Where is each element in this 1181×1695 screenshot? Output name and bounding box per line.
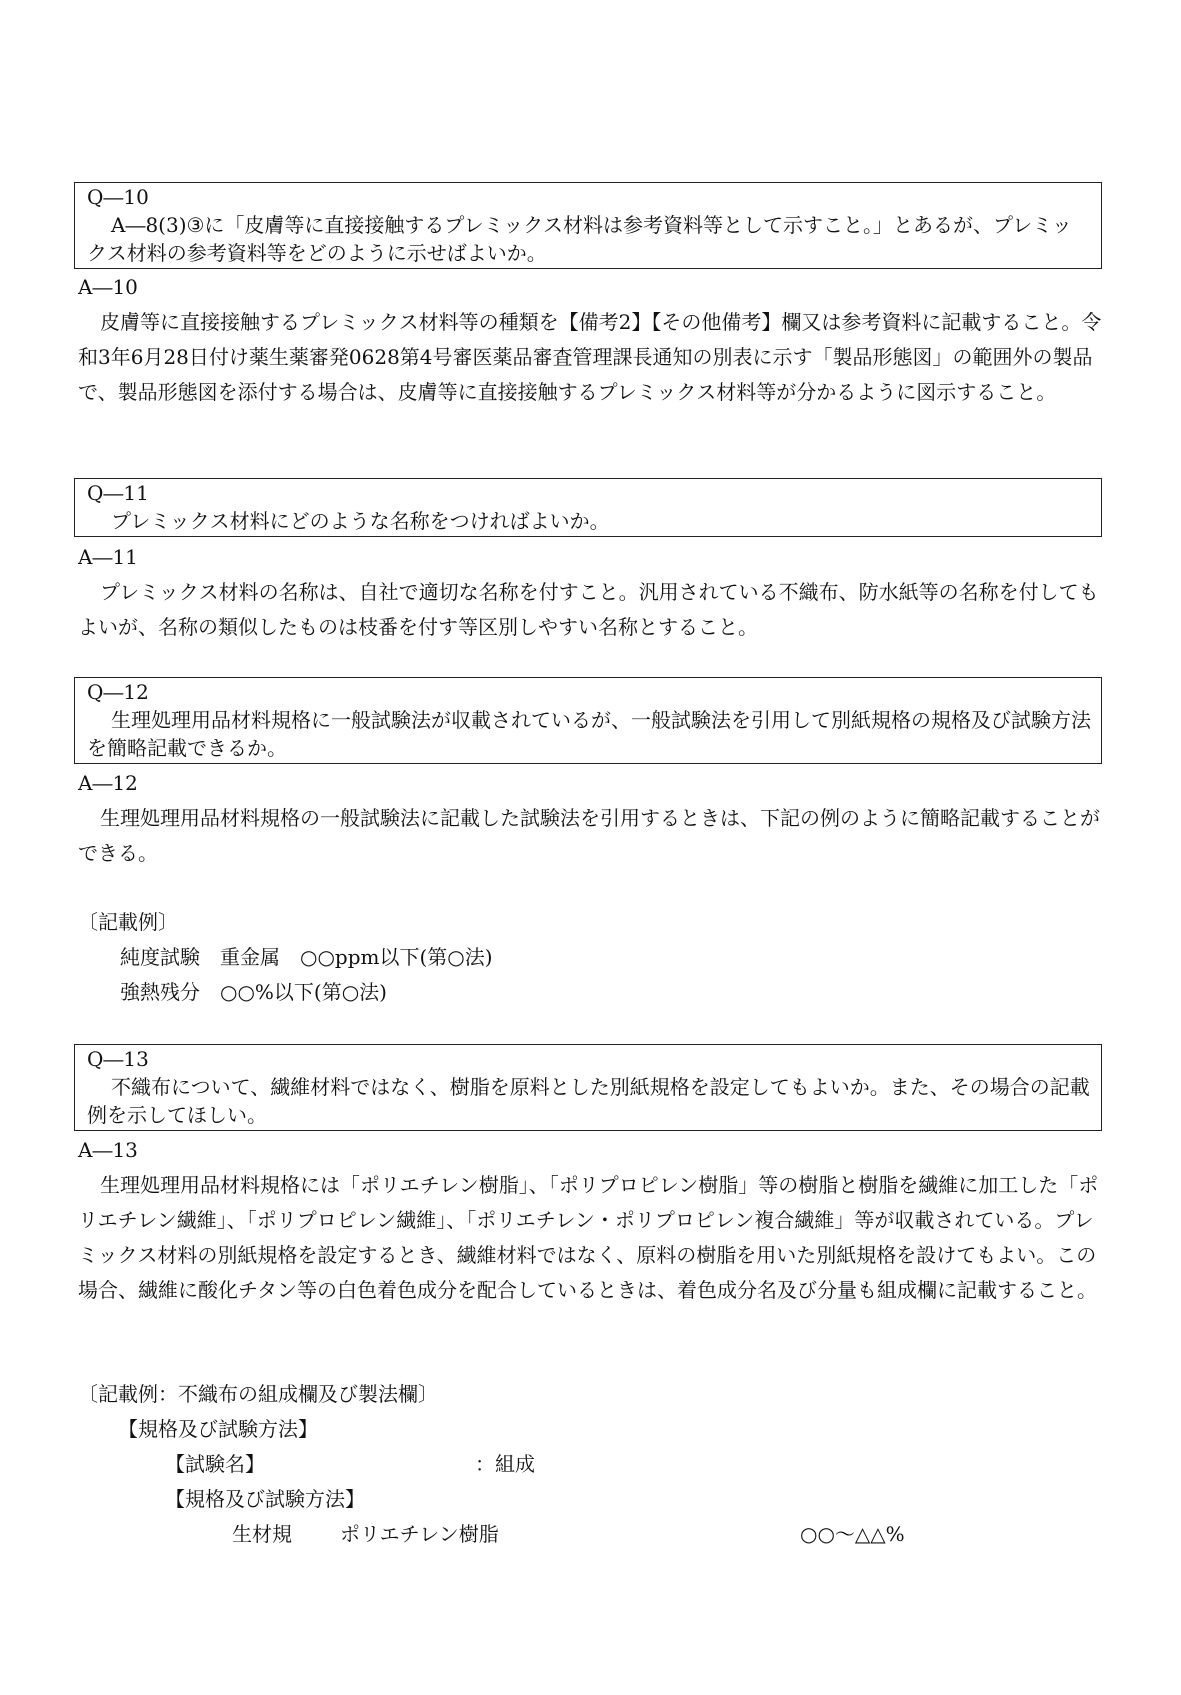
answer-label-12: A―12 [78, 771, 138, 795]
answer-text-12: 生理処理用品材料規格の一般試験法に記載した試験法を引用するときは、下記の例のように簡略記載することができる。 [78, 806, 1100, 865]
question-text: 不織布について、繊維材料ではなく、樹脂を原料とした別紙規格を設定してもよいか。また、その場合の記載例を示してほしい。 [87, 1075, 1090, 1127]
question-box-12 [74, 677, 1102, 764]
spec-row-material: ポリエチレン樹脂 [340, 1522, 499, 1546]
question-box-11 [74, 478, 1102, 537]
question-text: A―8(3)③に「皮膚等に直接接触するプレミックス材料は参考資料等として示すこと。」とあるが、プレミックス材料の参考資料等をどのように示せばよいか。 [87, 213, 1072, 265]
example-heading: 〔記載例：不織布の組成欄及び製法欄〕 [78, 1382, 438, 1406]
question-box-10 [74, 182, 1102, 269]
spec-row-amount: ○○～△△% [800, 1522, 905, 1546]
spec-row-code: 生材規 [232, 1522, 292, 1546]
spec-heading: 【規格及び試験方法】 [165, 1487, 365, 1511]
question-label: Q―11 [87, 481, 149, 505]
question-label: Q―12 [87, 680, 149, 704]
answer-text-13: 生理処理用品材料規格には「ポリエチレン樹脂」、「ポリプロピレン樹脂」等の樹脂と樹脂を繊維に加工した「ポリエチレン繊維」、「ポリプロピレン繊維」、「ポリエチレン・ポリプロピレン複合繊維」等が収載されている。プレミックス材料の別紙規格を設定するとき、繊維材料ではなく、原料の樹脂を用いた別紙規格を設けてもよい。この場合、繊維に酸化チタン等の白色着色成分を配合しているときは、着色成分名及び分量も組成欄に記載すること。 [78, 1173, 1099, 1302]
test-name-label: 【試験名】 [165, 1452, 265, 1476]
answer-text-11: プレミックス材料の名称は、自社で適切な名称を付すこと。汎用されている不織布、防水紙等の名称を付してもよいが、名称の類似したものは枝番を付す等区別しやすい名称とすること。 [78, 580, 1099, 639]
question-label: Q―10 [87, 185, 149, 209]
question-box-13 [74, 1044, 1102, 1131]
question-text: プレミックス材料にどのような名称をつければよいか。 [111, 509, 610, 533]
answer-label-11: A―11 [78, 545, 138, 569]
example-line: 強熱残分 ○○%以下(第○法) [120, 980, 387, 1004]
question-text: 生理処理用品材料規格に一般試験法が収載されているが、一般試験法を引用して別紙規格の規格及び試験方法を簡略記載できるか。 [87, 708, 1091, 760]
example-heading: 〔記載例〕 [78, 910, 178, 934]
answer-label-13: A―13 [78, 1138, 138, 1162]
answer-label-10: A―10 [78, 275, 138, 299]
answer-text-10: 皮膚等に直接接触するプレミックス材料等の種類を【備考2】【その他備考】欄又は参考資料に記載すること。令和3年6月28日付け薬生薬審発0628第4号審医薬品審査管理課長通知の別表に示す「製品形態図」の範囲外の製品で、製品形態図を添付する場合は、皮膚等に直接接触するプレミックス材料等が分かるように図示すること。 [78, 310, 1102, 404]
spec-heading: 【規格及び試験方法】 [118, 1417, 318, 1441]
test-name-value: ：組成 [475, 1452, 535, 1476]
example-line: 純度試験 重金属 ○○ppm以下(第○法) [120, 945, 493, 969]
question-label: Q―13 [87, 1047, 149, 1071]
